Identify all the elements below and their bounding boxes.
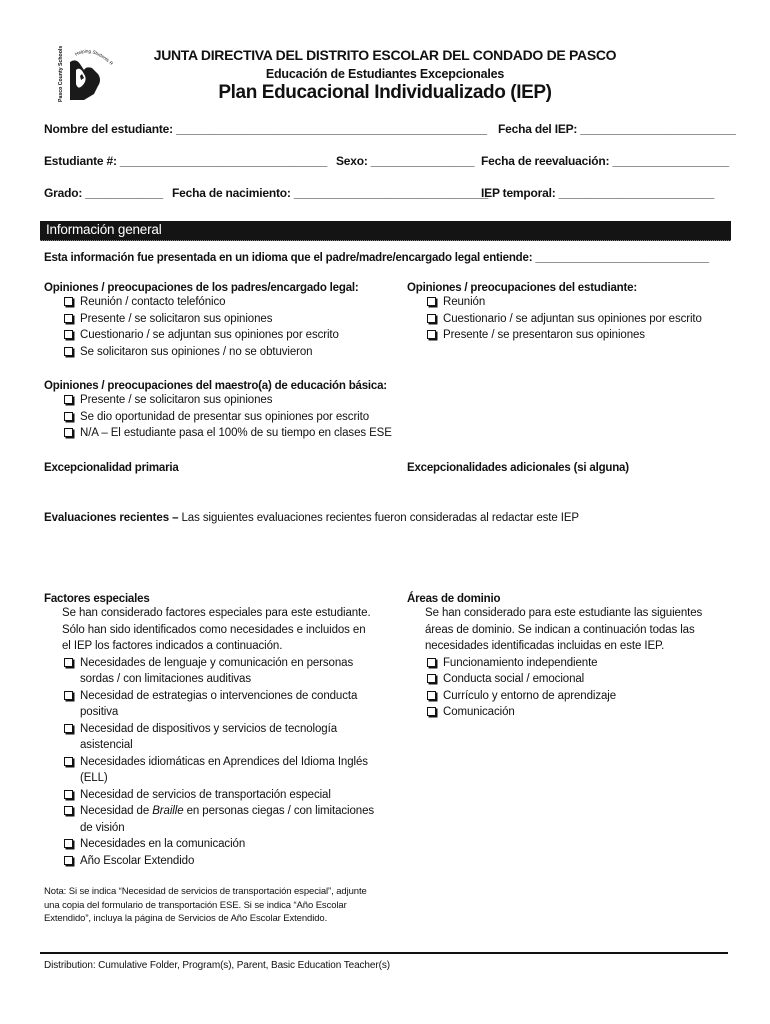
checkbox[interactable]	[64, 314, 73, 323]
teacher-opinions-block	[44, 380, 392, 442]
distribution-line: Distribution: Cumulative Folder, Program(s), Parent, Basic Education Teacher(s)	[44, 960, 390, 971]
checkbox[interactable]	[427, 707, 436, 716]
checkbox[interactable]	[64, 412, 73, 421]
checkbox[interactable]	[64, 395, 73, 404]
logo-text-left: Pasco County Schools	[58, 45, 64, 102]
grade-field[interactable]: Grado: ____________	[44, 186, 163, 200]
primary-exceptionality-label: Excepcionalidad primaria	[44, 462, 179, 474]
factor-ell[interactable]: Necesidades idiomáticas en Aprendices del Idioma Inglés (ELL)	[62, 754, 374, 787]
domain-areas-intro: Se han considerado para este estudiante las siguientes	[425, 607, 703, 619]
domain-curriculum[interactable]: Currículo y entorno de aprendizaje	[425, 688, 702, 705]
checkbox[interactable]	[64, 330, 73, 339]
reevaluation-date-field[interactable]: Fecha de reevaluación: __________________	[481, 154, 729, 168]
parent-opinions-heading: Opiniones / preocupaciones de los padres/encargado legal:	[44, 282, 359, 294]
factor-deaf-communication[interactable]: Necesidades de lenguaje y comunicación en personas sordas / con limitaciones auditivas	[62, 655, 374, 688]
student-opinions-heading: Opiniones / preocupaciones del estudiante:	[407, 282, 637, 294]
page-title: Plan Educacional Individualizado (IEP)	[218, 82, 552, 103]
checkbox[interactable]	[427, 691, 436, 700]
domain-areas-intro: áreas de dominio. Se indican a continuación todas las	[425, 623, 695, 636]
sex-field[interactable]: Sexo: ________________	[336, 154, 475, 168]
checkbox[interactable]	[64, 691, 73, 700]
checkbox[interactable]	[427, 297, 436, 306]
parent-option-not-obtained[interactable]: Se solicitaron sus opiniones / no se obtuvieron	[62, 344, 359, 361]
factor-assistive-tech[interactable]: Necesidad de dispositivos y servicios de tecnología asistencial	[62, 721, 374, 754]
language-field[interactable]: Esta información fue presentada en un idioma que el padre/madre/encargado legal entiende: ____________________________	[44, 252, 709, 264]
additional-exceptionalities-label: Excepcionalidades adicionales (si alguna)	[407, 462, 629, 474]
teacher-option-present[interactable]: Presente / se solicitaron sus opiniones	[62, 392, 392, 409]
parent-opinions-block	[44, 282, 359, 360]
factor-braille[interactable]: Necesidad de Braille en personas ciegas / con limitaciones de visión	[62, 803, 374, 836]
domain-areas-heading: Áreas de dominio	[407, 593, 501, 605]
checkbox[interactable]	[64, 428, 73, 437]
special-factors-intro: Se han considerado factores especiales para este estudiante.	[62, 607, 371, 619]
checkbox[interactable]	[427, 658, 436, 667]
student-option-present[interactable]: Presente / se presentaron sus opiniones	[425, 327, 702, 344]
student-option-questionnaire[interactable]: Cuestionario / se adjuntan sus opiniones por escrito	[425, 311, 702, 328]
checkbox[interactable]	[64, 806, 73, 815]
student-number-field[interactable]: Estudiante #: ________________________________	[44, 154, 328, 168]
parent-option-questionnaire[interactable]: Cuestionario / se adjuntan sus opiniones por escrito	[62, 327, 359, 344]
logo-text-arc: Helping Students R	[74, 48, 115, 66]
factor-extended-year[interactable]: Año Escolar Extendido	[62, 853, 374, 870]
footer-divider	[40, 952, 728, 954]
student-opinions-block	[407, 282, 702, 344]
district-header: JUNTA DIRECTIVA DEL DISTRITO ESCOLAR DEL CONDADO DE PASCO	[153, 47, 617, 63]
special-factors-heading: Factores especiales	[44, 593, 150, 605]
checkbox[interactable]	[427, 330, 436, 339]
checkbox[interactable]	[64, 856, 73, 865]
domain-social-emotional[interactable]: Conducta social / emocional	[425, 671, 702, 688]
recent-evaluations-label: Evaluaciones recientes –	[44, 512, 179, 524]
transportation-note: Nota: Si se indica “Necesidad de servicios de transportación especial”, adjunte una copia del formulario de transportación ESE. Si se indica “Año Escolar Extendido”, incluya la página de Servicios de Año Escolar Extendido.	[44, 886, 367, 924]
student-option-meeting[interactable]: Reunión	[425, 294, 702, 311]
student-name-field[interactable]: Nombre del estudiante: ________________________________________________	[44, 122, 487, 136]
birth-date-field[interactable]: Fecha de nacimiento: ______________________________	[172, 186, 489, 200]
recent-evaluations-text: Las siguientes evaluaciones recientes fueron consideradas al redactar este IEP	[178, 512, 579, 524]
section-header-general-info	[40, 221, 731, 241]
domain-areas-block	[407, 593, 702, 721]
special-factors-block	[44, 593, 374, 869]
checkbox[interactable]	[64, 724, 73, 733]
checkbox[interactable]	[427, 314, 436, 323]
parent-option-meeting[interactable]: Reunión / contacto telefónico	[62, 294, 359, 311]
recent-evaluations-line	[44, 510, 579, 527]
teacher-opinions-heading: Opiniones / preocupaciones del maestro(a) de educación básica:	[44, 380, 387, 392]
checkbox[interactable]	[64, 757, 73, 766]
special-factors-intro: Sólo han sido identificados como necesidades e incluidos en	[62, 623, 366, 636]
teacher-option-written[interactable]: Se dio oportunidad de presentar sus opiniones por escrito	[62, 409, 392, 426]
section-title: Información general	[46, 222, 162, 237]
checkbox[interactable]	[64, 790, 73, 799]
temporary-iep-field[interactable]: IEP temporal: ________________________	[481, 186, 715, 200]
domain-communication[interactable]: Comunicación	[425, 704, 702, 721]
factor-behavior[interactable]: Necesidad de estrategias o intervenciones de conducta positiva	[62, 688, 374, 721]
checkbox[interactable]	[64, 347, 73, 356]
factor-communication[interactable]: Necesidades en la comunicación	[62, 836, 374, 853]
iep-date-field[interactable]: Fecha del IEP: ________________________	[498, 122, 736, 136]
domain-areas-intro: necesidades identificadas incluidas en este IEP.	[425, 640, 665, 652]
special-factors-intro: el IEP los factores indicados a continuación.	[62, 640, 283, 652]
factor-transportation[interactable]: Necesidad de servicios de transportación especial	[62, 787, 374, 804]
checkbox[interactable]	[64, 297, 73, 306]
domain-independent-functioning[interactable]: Funcionamiento independiente	[425, 655, 702, 672]
parent-option-present[interactable]: Presente / se solicitaron sus opiniones	[62, 311, 359, 328]
checkbox[interactable]	[64, 658, 73, 667]
teacher-option-na[interactable]: N/A – El estudiante pasa el 100% de su tiempo en clases ESE	[62, 425, 392, 442]
checkbox[interactable]	[64, 839, 73, 848]
checkbox[interactable]	[427, 674, 436, 683]
department-header: Educación de Estudiantes Excepcionales	[265, 67, 505, 81]
